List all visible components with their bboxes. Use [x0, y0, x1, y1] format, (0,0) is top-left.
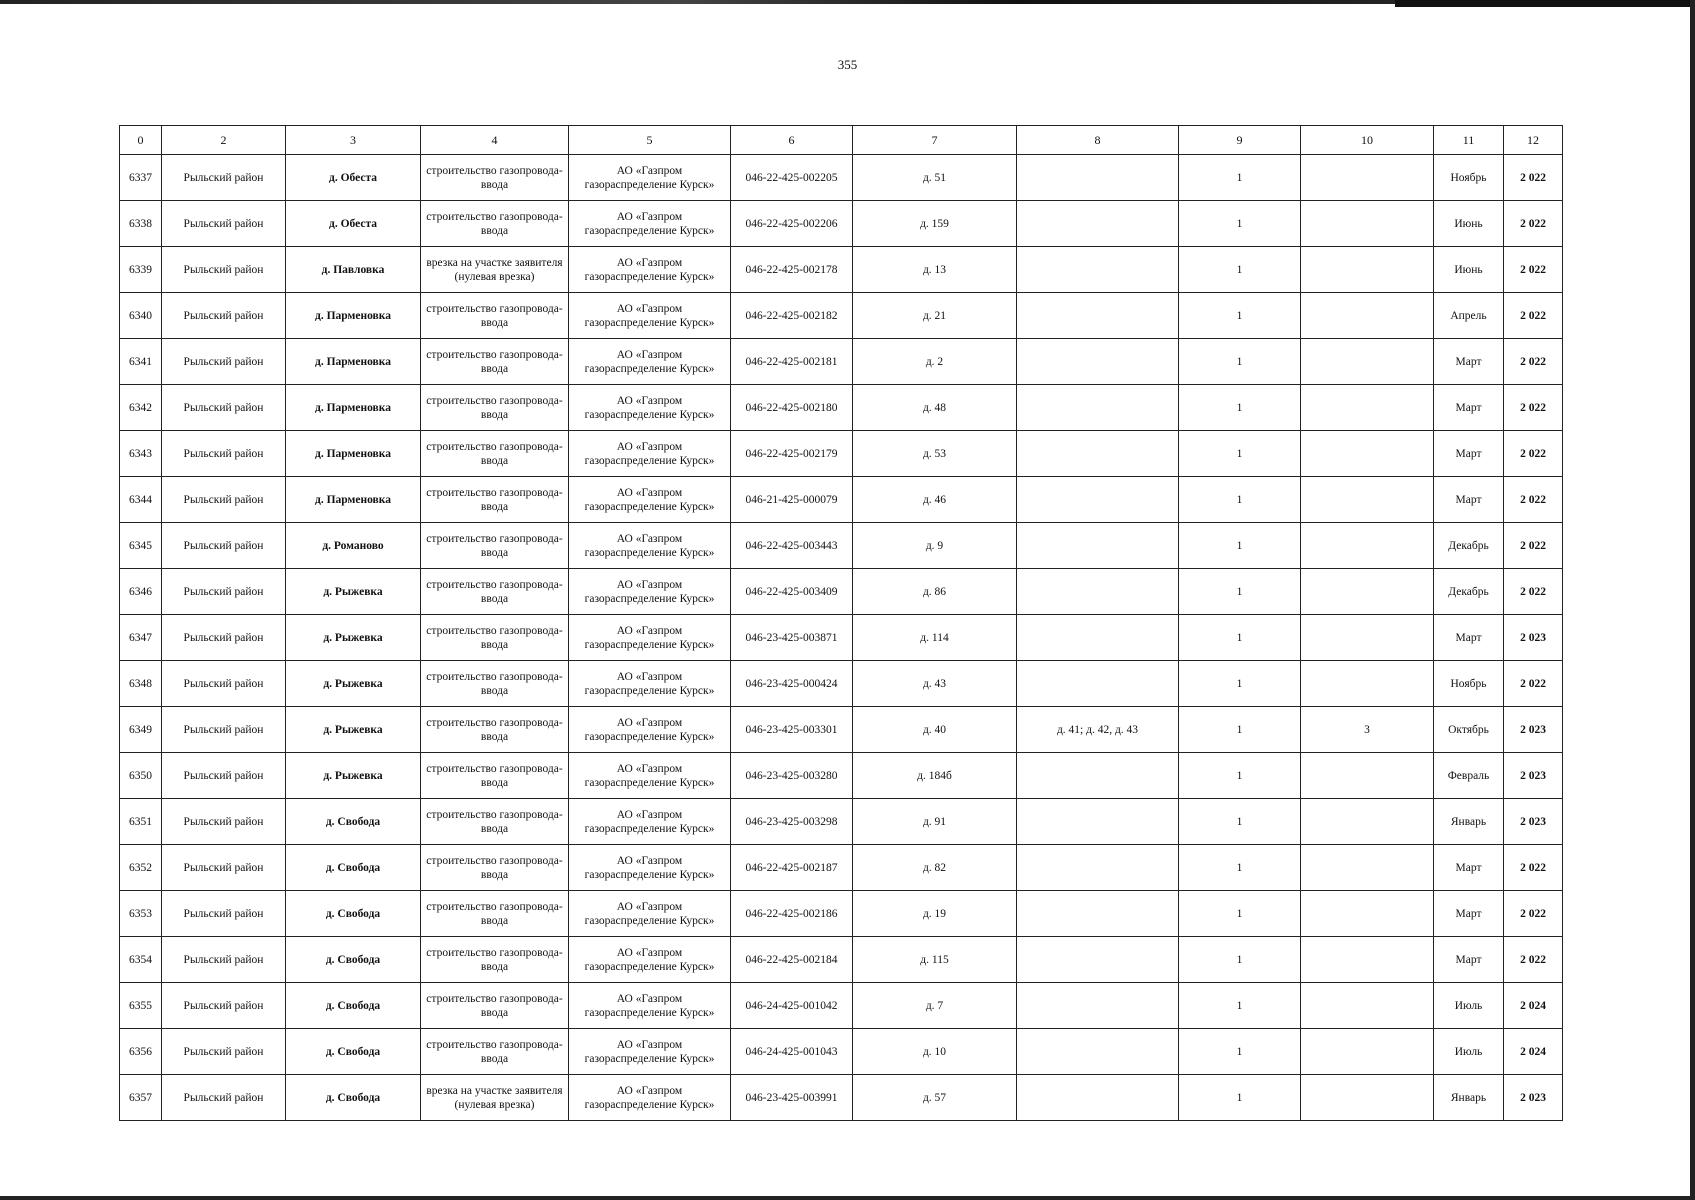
year-cell: 2 023: [1504, 753, 1563, 799]
house-number-cell: д. 7: [853, 983, 1017, 1029]
organization-cell: АО «Газпром газораспределение Курск»: [569, 385, 731, 431]
district-cell: Рыльский район: [162, 293, 286, 339]
header-row: [120, 126, 1563, 155]
month-cell: Март: [1434, 845, 1504, 891]
table-row: [120, 569, 1563, 615]
house-number-cell: д. 82: [853, 845, 1017, 891]
work-type-cell: строительство газопровода-ввода: [421, 523, 569, 569]
month-cell: Ноябрь: [1434, 661, 1504, 707]
application-number-cell: 046-22-425-002178: [731, 247, 853, 293]
header-cell: 7: [853, 126, 1017, 155]
year-cell: 2 022: [1504, 569, 1563, 615]
table-row: [120, 477, 1563, 523]
record-number-cell: 6341: [120, 339, 162, 385]
additional-houses-cell: [1017, 661, 1179, 707]
table-row: [120, 753, 1563, 799]
additional-houses-cell: [1017, 753, 1179, 799]
count-cell: 1: [1179, 661, 1301, 707]
application-number-cell: 046-22-425-002186: [731, 891, 853, 937]
additional-count-cell: [1301, 1029, 1434, 1075]
count-cell: 1: [1179, 247, 1301, 293]
settlement-cell: д. Парменовка: [286, 293, 421, 339]
work-type-cell: строительство газопровода-ввода: [421, 339, 569, 385]
count-cell: 1: [1179, 155, 1301, 201]
additional-count-cell: [1301, 1075, 1434, 1121]
work-type-cell: строительство газопровода-ввода: [421, 201, 569, 247]
organization-cell: АО «Газпром газораспределение Курск»: [569, 247, 731, 293]
month-cell: Январь: [1434, 1075, 1504, 1121]
additional-houses-cell: [1017, 615, 1179, 661]
additional-houses-cell: д. 41; д. 42, д. 43: [1017, 707, 1179, 753]
settlement-cell: д. Свобода: [286, 983, 421, 1029]
additional-houses-cell: [1017, 339, 1179, 385]
table-row: [120, 339, 1563, 385]
organization-cell: АО «Газпром газораспределение Курск»: [569, 1029, 731, 1075]
month-cell: Март: [1434, 615, 1504, 661]
year-cell: 2 022: [1504, 201, 1563, 247]
additional-houses-cell: [1017, 937, 1179, 983]
additional-count-cell: [1301, 431, 1434, 477]
additional-count-cell: 3: [1301, 707, 1434, 753]
house-number-cell: д. 51: [853, 155, 1017, 201]
house-number-cell: д. 91: [853, 799, 1017, 845]
work-type-cell: строительство газопровода-ввода: [421, 845, 569, 891]
table-row: [120, 937, 1563, 983]
work-type-cell: врезка на участке заявителя (нулевая врезка): [421, 247, 569, 293]
page-number: 355: [837, 57, 858, 72]
house-number-cell: д. 159: [853, 201, 1017, 247]
table-row: [120, 1029, 1563, 1075]
scan-border-top-right: [1395, 0, 1695, 7]
year-cell: 2 024: [1504, 983, 1563, 1029]
year-cell: 2 022: [1504, 845, 1563, 891]
settlement-cell: д. Парменовка: [286, 431, 421, 477]
organization-cell: АО «Газпром газораспределение Курск»: [569, 937, 731, 983]
settlement-cell: д. Парменовка: [286, 477, 421, 523]
count-cell: 1: [1179, 891, 1301, 937]
organization-cell: АО «Газпром газораспределение Курск»: [569, 891, 731, 937]
house-number-cell: д. 57: [853, 1075, 1017, 1121]
work-type-cell: строительство газопровода-ввода: [421, 753, 569, 799]
additional-count-cell: [1301, 845, 1434, 891]
additional-houses-cell: [1017, 247, 1179, 293]
district-cell: Рыльский район: [162, 1075, 286, 1121]
additional-houses-cell: [1017, 477, 1179, 523]
table-row: [120, 845, 1563, 891]
settlement-cell: д. Свобода: [286, 1029, 421, 1075]
year-cell: 2 022: [1504, 891, 1563, 937]
record-number-cell: 6342: [120, 385, 162, 431]
record-number-cell: 6337: [120, 155, 162, 201]
count-cell: 1: [1179, 339, 1301, 385]
application-number-cell: 046-23-425-003298: [731, 799, 853, 845]
application-number-cell: 046-23-425-003280: [731, 753, 853, 799]
settlement-cell: д. Свобода: [286, 1075, 421, 1121]
month-cell: Июль: [1434, 1029, 1504, 1075]
organization-cell: АО «Газпром газораспределение Курск»: [569, 293, 731, 339]
record-number-cell: 6353: [120, 891, 162, 937]
table-row: [120, 707, 1563, 753]
settlement-cell: д. Рыжевка: [286, 661, 421, 707]
additional-count-cell: [1301, 753, 1434, 799]
work-type-cell: строительство газопровода-ввода: [421, 615, 569, 661]
organization-cell: АО «Газпром газораспределение Курск»: [569, 845, 731, 891]
table-row: [120, 615, 1563, 661]
count-cell: 1: [1179, 615, 1301, 661]
record-number-cell: 6356: [120, 1029, 162, 1075]
district-cell: Рыльский район: [162, 615, 286, 661]
year-cell: 2 023: [1504, 707, 1563, 753]
work-type-cell: строительство газопровода-ввода: [421, 937, 569, 983]
house-number-cell: д. 40: [853, 707, 1017, 753]
application-number-cell: 046-22-425-003409: [731, 569, 853, 615]
additional-count-cell: [1301, 523, 1434, 569]
header-cell: 5: [569, 126, 731, 155]
settlement-cell: д. Рыжевка: [286, 707, 421, 753]
district-cell: Рыльский район: [162, 661, 286, 707]
table-row: [120, 293, 1563, 339]
record-number-cell: 6343: [120, 431, 162, 477]
additional-count-cell: [1301, 201, 1434, 247]
application-number-cell: 046-22-425-002181: [731, 339, 853, 385]
table-row: [120, 155, 1563, 201]
organization-cell: АО «Газпром газораспределение Курск»: [569, 1075, 731, 1121]
house-number-cell: д. 9: [853, 523, 1017, 569]
table-row: [120, 661, 1563, 707]
district-cell: Рыльский район: [162, 339, 286, 385]
house-number-cell: д. 86: [853, 569, 1017, 615]
organization-cell: АО «Газпром газораспределение Курск»: [569, 569, 731, 615]
year-cell: 2 022: [1504, 431, 1563, 477]
work-type-cell: строительство газопровода-ввода: [421, 891, 569, 937]
header-cell: 12: [1504, 126, 1563, 155]
settlement-cell: д. Рыжевка: [286, 569, 421, 615]
table-row: [120, 523, 1563, 569]
settlement-cell: д. Свобода: [286, 937, 421, 983]
month-cell: Октябрь: [1434, 707, 1504, 753]
record-number-cell: 6357: [120, 1075, 162, 1121]
application-number-cell: 046-23-425-000424: [731, 661, 853, 707]
record-number-cell: 6348: [120, 661, 162, 707]
table-row: [120, 799, 1563, 845]
settlement-cell: д. Свобода: [286, 799, 421, 845]
organization-cell: АО «Газпром газораспределение Курск»: [569, 155, 731, 201]
work-type-cell: врезка на участке заявителя (нулевая врезка): [421, 1075, 569, 1121]
count-cell: 1: [1179, 845, 1301, 891]
count-cell: 1: [1179, 983, 1301, 1029]
month-cell: Март: [1434, 477, 1504, 523]
house-number-cell: д. 13: [853, 247, 1017, 293]
additional-count-cell: [1301, 385, 1434, 431]
district-cell: Рыльский район: [162, 523, 286, 569]
record-number-cell: 6349: [120, 707, 162, 753]
work-type-cell: строительство газопровода-ввода: [421, 983, 569, 1029]
district-cell: Рыльский район: [162, 385, 286, 431]
record-number-cell: 6351: [120, 799, 162, 845]
year-cell: 2 023: [1504, 615, 1563, 661]
additional-houses-cell: [1017, 983, 1179, 1029]
organization-cell: АО «Газпром газораспределение Курск»: [569, 523, 731, 569]
additional-houses-cell: [1017, 845, 1179, 891]
data-table: [119, 125, 1563, 1121]
count-cell: 1: [1179, 293, 1301, 339]
year-cell: 2 022: [1504, 477, 1563, 523]
organization-cell: АО «Газпром газораспределение Курск»: [569, 431, 731, 477]
table-header: [120, 126, 1563, 155]
count-cell: 1: [1179, 569, 1301, 615]
district-cell: Рыльский район: [162, 1029, 286, 1075]
application-number-cell: 046-21-425-000079: [731, 477, 853, 523]
work-type-cell: строительство газопровода-ввода: [421, 661, 569, 707]
work-type-cell: строительство газопровода-ввода: [421, 385, 569, 431]
header-cell: 10: [1301, 126, 1434, 155]
month-cell: Июнь: [1434, 201, 1504, 247]
organization-cell: АО «Газпром газораспределение Курск»: [569, 201, 731, 247]
count-cell: 1: [1179, 201, 1301, 247]
district-cell: Рыльский район: [162, 937, 286, 983]
month-cell: Декабрь: [1434, 523, 1504, 569]
month-cell: Март: [1434, 891, 1504, 937]
count-cell: 1: [1179, 385, 1301, 431]
scan-border-bottom: [0, 1196, 1695, 1200]
application-number-cell: 046-22-425-002179: [731, 431, 853, 477]
record-number-cell: 6338: [120, 201, 162, 247]
header-cell: 11: [1434, 126, 1504, 155]
work-type-cell: строительство газопровода-ввода: [421, 1029, 569, 1075]
header-cell: 0: [120, 126, 162, 155]
month-cell: Июнь: [1434, 247, 1504, 293]
year-cell: 2 022: [1504, 937, 1563, 983]
header-cell: 4: [421, 126, 569, 155]
additional-houses-cell: [1017, 431, 1179, 477]
additional-count-cell: [1301, 293, 1434, 339]
record-number-cell: 6352: [120, 845, 162, 891]
house-number-cell: д. 184б: [853, 753, 1017, 799]
application-number-cell: 046-22-425-002205: [731, 155, 853, 201]
organization-cell: АО «Газпром газораспределение Курск»: [569, 799, 731, 845]
count-cell: 1: [1179, 1029, 1301, 1075]
record-number-cell: 6345: [120, 523, 162, 569]
additional-count-cell: [1301, 339, 1434, 385]
house-number-cell: д. 46: [853, 477, 1017, 523]
month-cell: Ноябрь: [1434, 155, 1504, 201]
additional-count-cell: [1301, 983, 1434, 1029]
application-number-cell: 046-22-425-003443: [731, 523, 853, 569]
district-cell: Рыльский район: [162, 569, 286, 615]
header-cell: 9: [1179, 126, 1301, 155]
additional-count-cell: [1301, 155, 1434, 201]
year-cell: 2 023: [1504, 799, 1563, 845]
record-number-cell: 6340: [120, 293, 162, 339]
application-number-cell: 046-22-425-002182: [731, 293, 853, 339]
additional-count-cell: [1301, 615, 1434, 661]
district-cell: Рыльский район: [162, 799, 286, 845]
table-row: [120, 983, 1563, 1029]
additional-houses-cell: [1017, 523, 1179, 569]
settlement-cell: д. Рыжевка: [286, 615, 421, 661]
house-number-cell: д. 114: [853, 615, 1017, 661]
table-row: [120, 891, 1563, 937]
year-cell: 2 022: [1504, 247, 1563, 293]
organization-cell: АО «Газпром газораспределение Курск»: [569, 615, 731, 661]
record-number-cell: 6339: [120, 247, 162, 293]
application-number-cell: 046-22-425-002206: [731, 201, 853, 247]
work-type-cell: строительство газопровода-ввода: [421, 707, 569, 753]
district-cell: Рыльский район: [162, 707, 286, 753]
settlement-cell: д. Рыжевка: [286, 753, 421, 799]
additional-houses-cell: [1017, 385, 1179, 431]
month-cell: Март: [1434, 385, 1504, 431]
district-cell: Рыльский район: [162, 201, 286, 247]
application-number-cell: 046-23-425-003871: [731, 615, 853, 661]
additional-count-cell: [1301, 569, 1434, 615]
district-cell: Рыльский район: [162, 247, 286, 293]
application-number-cell: 046-24-425-001042: [731, 983, 853, 1029]
district-cell: Рыльский район: [162, 155, 286, 201]
house-number-cell: д. 10: [853, 1029, 1017, 1075]
organization-cell: АО «Газпром газораспределение Курск»: [569, 753, 731, 799]
work-type-cell: строительство газопровода-ввода: [421, 569, 569, 615]
settlement-cell: д. Парменовка: [286, 339, 421, 385]
count-cell: 1: [1179, 799, 1301, 845]
header-cell: 2: [162, 126, 286, 155]
organization-cell: АО «Газпром газораспределение Курск»: [569, 661, 731, 707]
month-cell: Март: [1434, 339, 1504, 385]
house-number-cell: д. 48: [853, 385, 1017, 431]
record-number-cell: 6354: [120, 937, 162, 983]
count-cell: 1: [1179, 1075, 1301, 1121]
district-cell: Рыльский район: [162, 431, 286, 477]
record-number-cell: 6344: [120, 477, 162, 523]
month-cell: Июль: [1434, 983, 1504, 1029]
month-cell: Декабрь: [1434, 569, 1504, 615]
additional-houses-cell: [1017, 155, 1179, 201]
additional-houses-cell: [1017, 569, 1179, 615]
settlement-cell: д. Павловка: [286, 247, 421, 293]
organization-cell: АО «Газпром газораспределение Курск»: [569, 339, 731, 385]
additional-count-cell: [1301, 661, 1434, 707]
settlement-cell: д. Парменовка: [286, 385, 421, 431]
application-number-cell: 046-22-425-002180: [731, 385, 853, 431]
organization-cell: АО «Газпром газораспределение Курск»: [569, 983, 731, 1029]
month-cell: Январь: [1434, 799, 1504, 845]
house-number-cell: д. 43: [853, 661, 1017, 707]
work-type-cell: строительство газопровода-ввода: [421, 477, 569, 523]
work-type-cell: строительство газопровода-ввода: [421, 431, 569, 477]
settlement-cell: д. Обеста: [286, 201, 421, 247]
settlement-cell: д. Свобода: [286, 891, 421, 937]
record-number-cell: 6346: [120, 569, 162, 615]
house-number-cell: д. 21: [853, 293, 1017, 339]
house-number-cell: д. 2: [853, 339, 1017, 385]
application-number-cell: 046-22-425-002184: [731, 937, 853, 983]
house-number-cell: д. 19: [853, 891, 1017, 937]
table-row: [120, 431, 1563, 477]
table-body: [120, 155, 1563, 1121]
year-cell: 2 022: [1504, 155, 1563, 201]
count-cell: 1: [1179, 523, 1301, 569]
month-cell: Март: [1434, 937, 1504, 983]
settlement-cell: д. Свобода: [286, 845, 421, 891]
year-cell: 2 022: [1504, 293, 1563, 339]
month-cell: Март: [1434, 431, 1504, 477]
record-number-cell: 6347: [120, 615, 162, 661]
application-number-cell: 046-23-425-003991: [731, 1075, 853, 1121]
house-number-cell: д. 115: [853, 937, 1017, 983]
additional-houses-cell: [1017, 1075, 1179, 1121]
application-number-cell: 046-24-425-001043: [731, 1029, 853, 1075]
work-type-cell: строительство газопровода-ввода: [421, 155, 569, 201]
year-cell: 2 024: [1504, 1029, 1563, 1075]
header-cell: 3: [286, 126, 421, 155]
settlement-cell: д. Романово: [286, 523, 421, 569]
work-type-cell: строительство газопровода-ввода: [421, 799, 569, 845]
table-row: [120, 1075, 1563, 1121]
district-cell: Рыльский район: [162, 753, 286, 799]
table-row: [120, 201, 1563, 247]
count-cell: 1: [1179, 753, 1301, 799]
table-row: [120, 247, 1563, 293]
record-number-cell: 6350: [120, 753, 162, 799]
organization-cell: АО «Газпром газораспределение Курск»: [569, 477, 731, 523]
month-cell: Апрель: [1434, 293, 1504, 339]
year-cell: 2 022: [1504, 523, 1563, 569]
additional-count-cell: [1301, 799, 1434, 845]
settlement-cell: д. Обеста: [286, 155, 421, 201]
additional-houses-cell: [1017, 799, 1179, 845]
additional-count-cell: [1301, 937, 1434, 983]
year-cell: 2 022: [1504, 661, 1563, 707]
district-cell: Рыльский район: [162, 983, 286, 1029]
application-number-cell: 046-22-425-002187: [731, 845, 853, 891]
organization-cell: АО «Газпром газораспределение Курск»: [569, 707, 731, 753]
additional-count-cell: [1301, 477, 1434, 523]
table-row: [120, 385, 1563, 431]
work-type-cell: строительство газопровода-ввода: [421, 293, 569, 339]
header-cell: 6: [731, 126, 853, 155]
district-cell: Рыльский район: [162, 891, 286, 937]
additional-count-cell: [1301, 891, 1434, 937]
house-number-cell: д. 53: [853, 431, 1017, 477]
record-number-cell: 6355: [120, 983, 162, 1029]
additional-houses-cell: [1017, 1029, 1179, 1075]
district-cell: Рыльский район: [162, 845, 286, 891]
year-cell: 2 023: [1504, 1075, 1563, 1121]
count-cell: 1: [1179, 431, 1301, 477]
scan-border-right: [1690, 0, 1695, 1200]
header-cell: 8: [1017, 126, 1179, 155]
application-number-cell: 046-23-425-003301: [731, 707, 853, 753]
year-cell: 2 022: [1504, 339, 1563, 385]
count-cell: 1: [1179, 477, 1301, 523]
count-cell: 1: [1179, 707, 1301, 753]
additional-houses-cell: [1017, 201, 1179, 247]
additional-count-cell: [1301, 247, 1434, 293]
count-cell: 1: [1179, 937, 1301, 983]
month-cell: Февраль: [1434, 753, 1504, 799]
additional-houses-cell: [1017, 293, 1179, 339]
year-cell: 2 022: [1504, 385, 1563, 431]
additional-houses-cell: [1017, 891, 1179, 937]
district-cell: Рыльский район: [162, 477, 286, 523]
